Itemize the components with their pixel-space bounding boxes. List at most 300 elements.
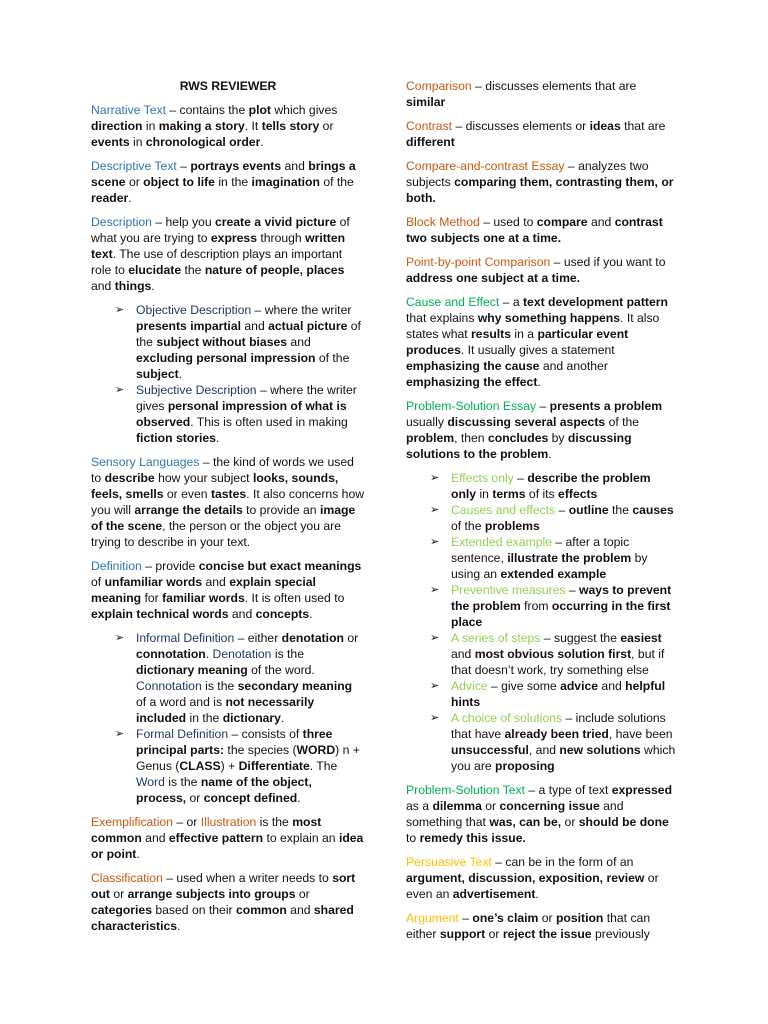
bold-text: position: [555, 911, 604, 925]
body-text: .: [136, 847, 140, 861]
body-text: , the person or the object you are trying to describe in your text.: [91, 519, 341, 549]
bold-text: CLASS: [179, 759, 221, 773]
body-text: by: [548, 431, 568, 445]
body-text: – a type of text: [525, 783, 612, 797]
body-text: for: [141, 591, 163, 605]
bold-text: describe: [104, 471, 155, 485]
body-text: or even: [163, 487, 211, 501]
bold-text: nature of people, places: [204, 263, 345, 277]
body-text: is the: [164, 775, 201, 789]
body-text: of the: [451, 519, 485, 533]
body-text: and: [281, 159, 309, 173]
classification-entry: [91, 870, 365, 934]
list-item: [430, 710, 678, 774]
body-text: .: [537, 375, 541, 389]
body-text: of the: [605, 415, 640, 429]
bold-text: Differentiate: [238, 759, 310, 773]
body-text: – analyzes two subjects: [406, 159, 649, 189]
body-text: based on their: [151, 903, 236, 917]
bold-text: most common: [91, 815, 322, 845]
term-label: Classification: [91, 871, 163, 885]
body-text: and: [587, 215, 615, 229]
bold-text: compare: [536, 215, 588, 229]
term-text: Formal Definition: [136, 727, 229, 741]
body-text: –: [536, 399, 550, 413]
arrow-bullet-icon: ➢: [430, 503, 440, 516]
term-label: Compare-and-contrast Essay: [406, 159, 565, 173]
term-label: Definition: [91, 559, 142, 573]
bold-text: elucidate: [128, 263, 182, 277]
body-text: or even an: [406, 871, 659, 901]
body-text: –: [458, 911, 473, 925]
body-text: of the word.: [247, 663, 315, 677]
body-text: or: [481, 799, 500, 813]
body-text: .: [178, 367, 183, 381]
term-text: Objective Description: [136, 303, 252, 317]
body-text: .: [535, 887, 539, 901]
body-text: .: [205, 647, 213, 661]
term-label: Argument: [406, 911, 459, 925]
body-text: which gives: [270, 103, 338, 117]
body-text: the species (: [224, 743, 297, 757]
body-text: how your subject: [154, 471, 253, 485]
term-label: Exemplification: [91, 815, 173, 829]
body-text: is the: [271, 647, 304, 661]
body-text: – consists of: [228, 727, 303, 741]
bold-text: concise but exact meanings: [198, 559, 362, 573]
arrow-bullet-icon: ➢: [430, 471, 440, 484]
body-text: from: [520, 599, 552, 613]
term-text: Informal Definition: [136, 631, 235, 645]
body-text: . The use of description plays an important role to: [91, 247, 343, 277]
body-text: – after a topic sentence,: [451, 535, 630, 565]
body-text: – suggest the: [540, 631, 621, 645]
bold-text: discussing several aspects: [447, 415, 606, 429]
body-text: of what you are trying to: [91, 215, 350, 245]
body-text: or: [485, 927, 503, 941]
arrow-bullet-icon: ➢: [115, 303, 125, 316]
body-text: –: [513, 471, 528, 485]
body-text: . This is often used in making: [190, 415, 348, 429]
bold-text: dilemma: [432, 799, 482, 813]
bold-text: explain special meaning: [91, 575, 316, 605]
bold-text: shared characteristics: [91, 903, 354, 933]
body-text: in the: [214, 175, 252, 189]
definition-entry: [91, 558, 365, 622]
term-label: Problem-Solution Text: [406, 783, 525, 797]
body-text: ) n + Genus (: [136, 743, 360, 773]
bold-text: WORD: [296, 743, 336, 757]
bold-text: concept defined: [203, 791, 298, 805]
term-label: Descriptive Text: [91, 159, 177, 173]
body-text: to: [406, 831, 420, 845]
body-text: of the: [319, 175, 354, 189]
list-item: [115, 382, 365, 446]
bold-text: object to life: [143, 175, 215, 189]
bold-text: address one subject at a time.: [406, 271, 581, 285]
body-text: – give some: [487, 679, 561, 693]
bold-text: ideas: [589, 119, 621, 133]
page-title: RWS REVIEWER: [179, 79, 277, 93]
body-text: – discusses elements that are: [471, 79, 637, 93]
bold-text: excluding personal impression: [136, 351, 316, 365]
bold-text: why something happens: [477, 311, 621, 325]
body-text: – a: [499, 295, 523, 309]
bold-text: occurring in the first place: [451, 599, 671, 629]
term-label: Comparison: [406, 79, 472, 93]
body-text: or: [186, 791, 204, 805]
bold-text: illustrate the problem: [507, 551, 632, 565]
bold-text: problem: [406, 431, 455, 445]
bold-text: explain technical words: [91, 607, 229, 621]
bold-text: one’s claim: [472, 911, 539, 925]
bold-text: idea or point: [91, 831, 364, 861]
bold-text: terms: [492, 487, 526, 501]
bold-text: was, can be,: [489, 815, 562, 829]
bold-text: text development pattern: [523, 295, 668, 309]
body-text: .: [177, 919, 181, 933]
bold-text: secondary meaning: [237, 679, 353, 693]
bold-text: portrays events: [190, 159, 282, 173]
bold-text: denotation: [281, 631, 344, 645]
term-text: Advice: [451, 679, 488, 693]
body-text: in: [129, 135, 146, 149]
term-text: Subjective Description: [136, 383, 257, 397]
body-text: . It is often used to: [244, 591, 345, 605]
bold-text: discussing solutions to the problem: [406, 431, 632, 461]
persuasive-text-entry: [406, 854, 678, 902]
term-text: Effects only: [451, 471, 514, 485]
bold-text: fiction stories: [136, 431, 216, 445]
body-text: and: [202, 575, 230, 589]
body-text: .: [280, 711, 285, 725]
bold-text: image of the scene: [91, 503, 356, 533]
body-text: and: [91, 279, 115, 293]
bold-text: create a vivid picture: [214, 215, 337, 229]
bold-text: subject without biases: [156, 335, 288, 349]
body-text: or: [125, 175, 144, 189]
left-column: [91, 78, 365, 942]
body-text: –: [176, 159, 191, 173]
bold-text: most obvious solution first: [474, 647, 632, 661]
bold-text: written text: [91, 231, 346, 261]
body-text: or: [295, 887, 310, 901]
bold-text: things: [114, 279, 152, 293]
body-text: –: [565, 583, 580, 597]
bold-text: remedy this issue.: [419, 831, 526, 845]
bold-text: arrange the details: [134, 503, 243, 517]
bold-text: actual picture: [268, 319, 348, 333]
bold-text: expressed: [611, 783, 673, 797]
bold-text: proposing: [495, 759, 555, 773]
body-text: by using an: [451, 551, 648, 581]
bold-text: causes: [632, 503, 674, 517]
bold-text: advertisement: [452, 887, 536, 901]
body-text: , and: [528, 743, 560, 757]
compare-contrast-essay-entry: [406, 158, 678, 206]
body-text: that can either: [406, 911, 651, 941]
body-text: and something that: [406, 799, 624, 829]
term-label: Cause and Effect: [406, 295, 500, 309]
body-text: . It: [244, 119, 262, 133]
body-text: .: [215, 431, 220, 445]
body-text: to provide an: [242, 503, 320, 517]
body-text: or: [538, 911, 556, 925]
bold-text: results: [471, 327, 512, 341]
bold-text: three principal parts:: [136, 727, 333, 757]
arrow-bullet-icon: ➢: [430, 679, 440, 692]
bold-text: express: [210, 231, 257, 245]
body-text: to explain an: [263, 831, 339, 845]
bold-text: emphasizing the cause: [406, 359, 540, 373]
list-item: [430, 582, 678, 630]
bold-text: effects: [558, 487, 598, 501]
body-text: – discusses elements or: [452, 119, 590, 133]
arrow-bullet-icon: ➢: [430, 583, 440, 596]
body-text: , have been: [608, 727, 673, 741]
body-text: or: [109, 887, 128, 901]
body-text: is the: [256, 815, 293, 829]
term-text: Causes and effects: [451, 503, 556, 517]
body-text: – can be in the form of an: [491, 855, 634, 869]
bold-text: outline: [568, 503, 609, 517]
body-text: or: [343, 631, 359, 645]
bold-text: chronological order: [145, 135, 261, 149]
body-text: – the kind of words we used to: [91, 455, 354, 485]
body-text: as a: [406, 799, 433, 813]
list-item: [430, 502, 678, 534]
body-text: and: [228, 607, 256, 621]
body-text: and: [286, 903, 314, 917]
term-label: Description: [91, 215, 152, 229]
bold-text: support: [439, 927, 486, 941]
bold-text: dictionary meaning: [136, 663, 248, 677]
term-text: Word: [136, 775, 165, 789]
body-text: that explains: [406, 311, 478, 325]
description-entry: [91, 214, 365, 294]
body-text: , but if that doesn’t work, try something else: [451, 647, 665, 677]
body-text: ) +: [220, 759, 239, 773]
list-item: [115, 302, 365, 382]
bold-text: unfamiliar words: [104, 575, 203, 589]
description-types-list: [91, 302, 365, 446]
term-text: A choice of solutions: [451, 711, 563, 725]
bold-text: advice: [560, 679, 599, 693]
narrative-text-entry: [91, 102, 365, 150]
bold-text: not necessarily included: [136, 695, 315, 725]
body-text: of: [91, 575, 105, 589]
bold-text: easiest: [620, 631, 662, 645]
bold-text: new solutions: [559, 743, 641, 757]
body-text: and another: [539, 359, 608, 373]
body-text: – help you: [151, 215, 215, 229]
right-column: [406, 78, 678, 950]
descriptive-text-entry: [91, 158, 365, 206]
bold-text: comparing them, contrasting them, or both.: [406, 175, 674, 205]
body-text: .: [260, 135, 264, 149]
body-text: . The: [309, 759, 338, 773]
body-text: .: [151, 279, 155, 293]
bold-text: presents impartial: [136, 319, 241, 333]
point-by-point-entry: [406, 254, 678, 286]
body-text: – used to: [479, 215, 537, 229]
body-text: of its: [525, 487, 559, 501]
problem-solution-essay-entry: [406, 398, 678, 462]
list-item: [115, 630, 365, 726]
body-text: that are: [620, 119, 666, 133]
body-text: . It usually gives a statement: [460, 343, 615, 357]
body-text: – either: [234, 631, 282, 645]
body-text: – contains the: [165, 103, 249, 117]
bold-text: sort out: [91, 871, 356, 901]
body-text: and: [287, 335, 311, 349]
body-text: . It also states what: [406, 311, 660, 341]
list-item: [115, 726, 365, 806]
body-text: previously: [591, 927, 650, 941]
arrow-bullet-icon: ➢: [430, 535, 440, 548]
bold-text: concludes: [487, 431, 549, 445]
body-text: – where the writer gives: [136, 383, 357, 413]
list-item: [430, 630, 678, 678]
term-text: Illustration: [200, 815, 257, 829]
term-label: Contrast: [406, 119, 453, 133]
argument-entry: [406, 910, 678, 942]
body-text: or: [319, 119, 334, 133]
list-item: [430, 678, 678, 710]
term-text: Extended example: [451, 535, 552, 549]
exemplification-entry: [91, 814, 365, 862]
term-text: Connotation: [136, 679, 202, 693]
arrow-bullet-icon: ➢: [430, 631, 440, 644]
bold-text: unsuccessful: [451, 743, 529, 757]
sensory-languages-entry: [91, 454, 365, 550]
bold-text: emphasizing the effect: [406, 375, 538, 389]
body-text: .: [309, 607, 313, 621]
body-text: is the: [201, 679, 238, 693]
term-label: Problem-Solution Essay: [406, 399, 537, 413]
bold-text: similar: [406, 95, 446, 109]
bold-text: ways to prevent the problem: [451, 583, 672, 613]
problem-solution-types-list: [406, 470, 678, 774]
bold-text: should be done: [578, 815, 669, 829]
body-text: in: [476, 487, 493, 501]
arrow-bullet-icon: ➢: [115, 383, 125, 396]
term-label: Point-by-point Comparison: [406, 255, 551, 269]
arrow-bullet-icon: ➢: [115, 631, 125, 644]
body-text: .: [548, 447, 552, 461]
bold-text: making a story: [158, 119, 245, 133]
bold-text: personal impression of what is observed: [136, 399, 347, 429]
bold-text: name of the object, process,: [136, 775, 312, 805]
body-text: which you are: [451, 743, 676, 773]
bold-text: tastes: [210, 487, 247, 501]
contrast-entry: [406, 118, 678, 150]
definition-types-list: [91, 630, 365, 806]
term-label: Sensory Languages: [91, 455, 200, 469]
term-label: Narrative Text: [91, 103, 166, 117]
comparison-entry: [406, 78, 678, 110]
term-text: Preventive measures: [451, 583, 566, 597]
bold-text: common: [235, 903, 287, 917]
body-text: – used when a writer needs to: [162, 871, 333, 885]
bold-text: reader: [91, 191, 129, 205]
body-text: .: [128, 191, 132, 205]
bold-text: subject: [136, 367, 179, 381]
term-text: A series of steps: [451, 631, 541, 645]
body-text: –: [555, 503, 569, 517]
bold-text: problems: [484, 519, 540, 533]
term-label: Block Method: [406, 215, 480, 229]
bold-text: presents a problem: [549, 399, 663, 413]
body-text: of a word and is: [136, 695, 226, 709]
body-text: and: [451, 647, 475, 661]
bold-text: plot: [248, 103, 271, 117]
bold-text: extended example: [500, 567, 607, 581]
bold-text: concerning issue: [499, 799, 600, 813]
term-label: Persuasive Text: [406, 855, 492, 869]
body-text: in: [142, 119, 159, 133]
bold-text: already been tried: [504, 727, 609, 741]
bold-text: concepts: [255, 607, 310, 621]
body-text: of the: [136, 319, 361, 349]
bold-text: reject the issue: [502, 927, 592, 941]
bold-text: events: [91, 135, 130, 149]
list-item: [430, 470, 678, 502]
bold-text: imagination: [251, 175, 320, 189]
bold-text: describe the problem only: [451, 471, 651, 501]
body-text: , then: [454, 431, 488, 445]
body-text: – where the writer: [251, 303, 352, 317]
bold-text: argument, discussion, exposition, review: [406, 871, 645, 885]
bold-text: connotation: [136, 647, 206, 661]
problem-solution-text-entry: [406, 782, 678, 846]
body-text: – or: [172, 815, 201, 829]
bold-text: particular event produces: [406, 327, 629, 357]
body-text: – include solutions that have: [451, 711, 666, 741]
body-text: usually: [406, 415, 448, 429]
body-text: of the: [315, 351, 350, 365]
bold-text: categories: [91, 903, 152, 917]
body-text: and: [141, 831, 169, 845]
body-text: in a: [511, 327, 538, 341]
body-text: the: [181, 263, 205, 277]
bold-text: dictionary: [222, 711, 281, 725]
body-text: . It also concerns how you will: [91, 487, 365, 517]
list-item: [430, 534, 678, 582]
body-text: in the: [186, 711, 223, 725]
bold-text: different: [406, 135, 455, 149]
body-text: and: [598, 679, 626, 693]
block-method-entry: [406, 214, 678, 246]
body-text: through: [256, 231, 306, 245]
bold-text: helpful hints: [451, 679, 666, 709]
body-text: – provide: [141, 559, 199, 573]
term-text: Denotation: [212, 647, 272, 661]
body-text: the: [608, 503, 633, 517]
bold-text: arrange subjects into groups: [127, 887, 296, 901]
bold-text: direction: [91, 119, 143, 133]
body-text: or: [561, 815, 579, 829]
bold-text: effective pattern: [168, 831, 264, 845]
cause-effect-entry: [406, 294, 678, 390]
bold-text: contrast two subjects one at a time.: [406, 215, 663, 245]
arrow-bullet-icon: ➢: [430, 711, 440, 724]
arrow-bullet-icon: ➢: [115, 727, 125, 740]
bold-text: brings a scene: [91, 159, 356, 189]
body-text: – used if you want to: [550, 255, 666, 269]
body-text: .: [297, 791, 301, 805]
bold-text: looks, sounds, feels, smells: [91, 471, 339, 501]
